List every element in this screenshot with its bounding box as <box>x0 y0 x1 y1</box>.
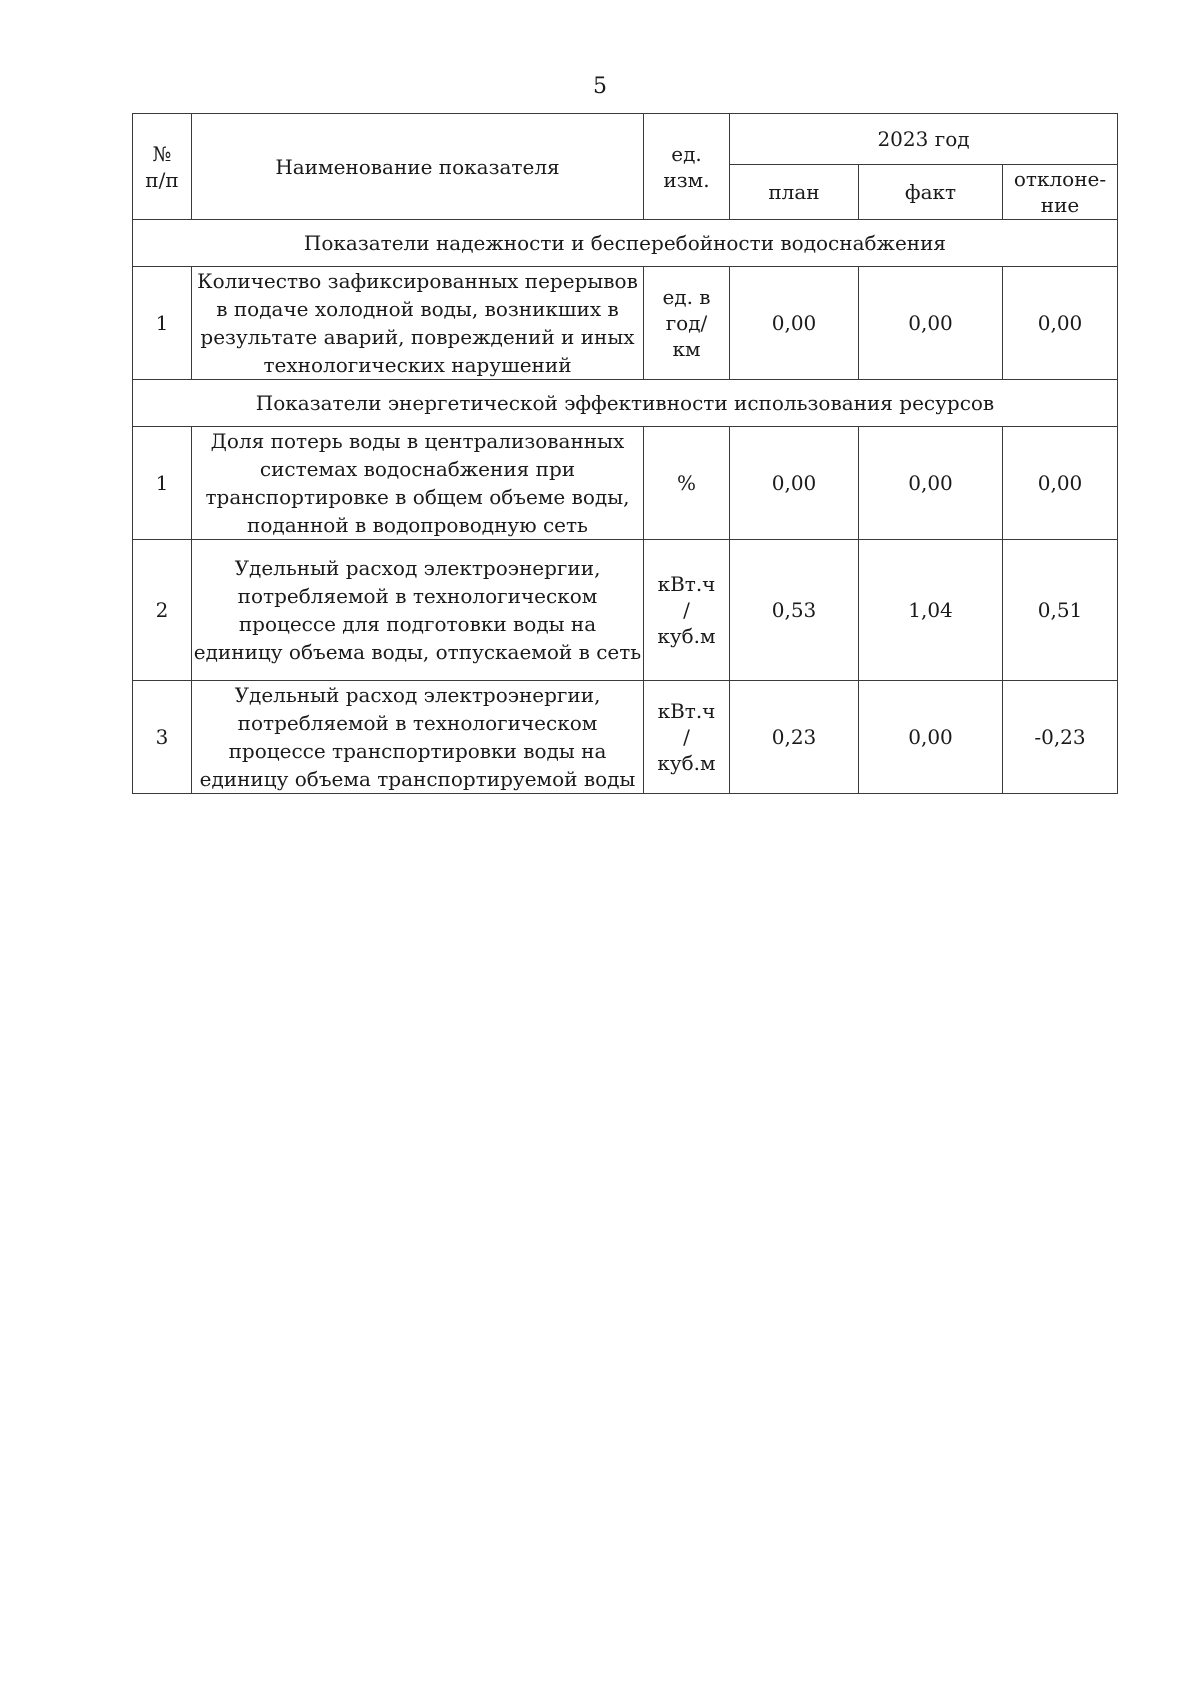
header-number: № п/п <box>133 114 192 220</box>
table-header-row <box>133 114 1118 165</box>
deviation-value: 0,51 <box>1003 540 1118 681</box>
section-title: Показатели надежности и бесперебойности водоснабжения <box>133 220 1118 267</box>
fact-value: 0,00 <box>859 267 1003 380</box>
indicator-name: Удельный расход электроэнергии, потребляемой в технологическом процессе транспортировки воды на единицу объема транспортируемой воды <box>192 681 644 794</box>
header-deviation: отклоне- ние <box>1003 165 1118 220</box>
indicator-name: Доля потерь воды в централизованных системах водоснабжения при транспортировке в общем объеме воды, поданной в водопроводную сеть <box>192 427 644 540</box>
row-number: 1 <box>133 427 192 540</box>
fact-value: 0,00 <box>859 427 1003 540</box>
unit-cell: кВт.ч / куб.м <box>644 540 730 681</box>
row-number: 1 <box>133 267 192 380</box>
plan-value: 0,23 <box>730 681 859 794</box>
indicator-name: Удельный расход электроэнергии, потребляемой в технологическом процессе для подготовки воды на единицу объема воды, отпускаемой в сеть <box>192 540 644 681</box>
header-name: Наименование показателя <box>192 114 644 220</box>
fact-value: 1,04 <box>859 540 1003 681</box>
header-year: 2023 год <box>730 114 1118 165</box>
table-row <box>133 540 1118 681</box>
section-title: Показатели энергетической эффективности использования ресурсов <box>133 380 1118 427</box>
unit-cell: % <box>644 427 730 540</box>
header-unit: ед. изм. <box>644 114 730 220</box>
table-row <box>133 681 1118 794</box>
section-heading-row <box>133 380 1118 427</box>
unit-cell: кВт.ч / куб.м <box>644 681 730 794</box>
unit-cell: ед. в год/ км <box>644 267 730 380</box>
table-row <box>133 267 1118 380</box>
header-plan: план <box>730 165 859 220</box>
indicators-table <box>132 113 1118 794</box>
plan-value: 0,00 <box>730 427 859 540</box>
fact-value: 0,00 <box>859 681 1003 794</box>
row-number: 2 <box>133 540 192 681</box>
deviation-value: -0,23 <box>1003 681 1118 794</box>
table-row <box>133 427 1118 540</box>
section-heading-row <box>133 220 1118 267</box>
deviation-value: 0,00 <box>1003 267 1118 380</box>
deviation-value: 0,00 <box>1003 427 1118 540</box>
page-number: 5 <box>593 74 607 99</box>
indicator-name: Количество зафиксированных перерывов в подаче холодной воды, возникших в результате аварий, повреждений и иных технологических нарушений <box>192 267 644 380</box>
plan-value: 0,00 <box>730 267 859 380</box>
row-number: 3 <box>133 681 192 794</box>
header-fact: факт <box>859 165 1003 220</box>
plan-value: 0,53 <box>730 540 859 681</box>
